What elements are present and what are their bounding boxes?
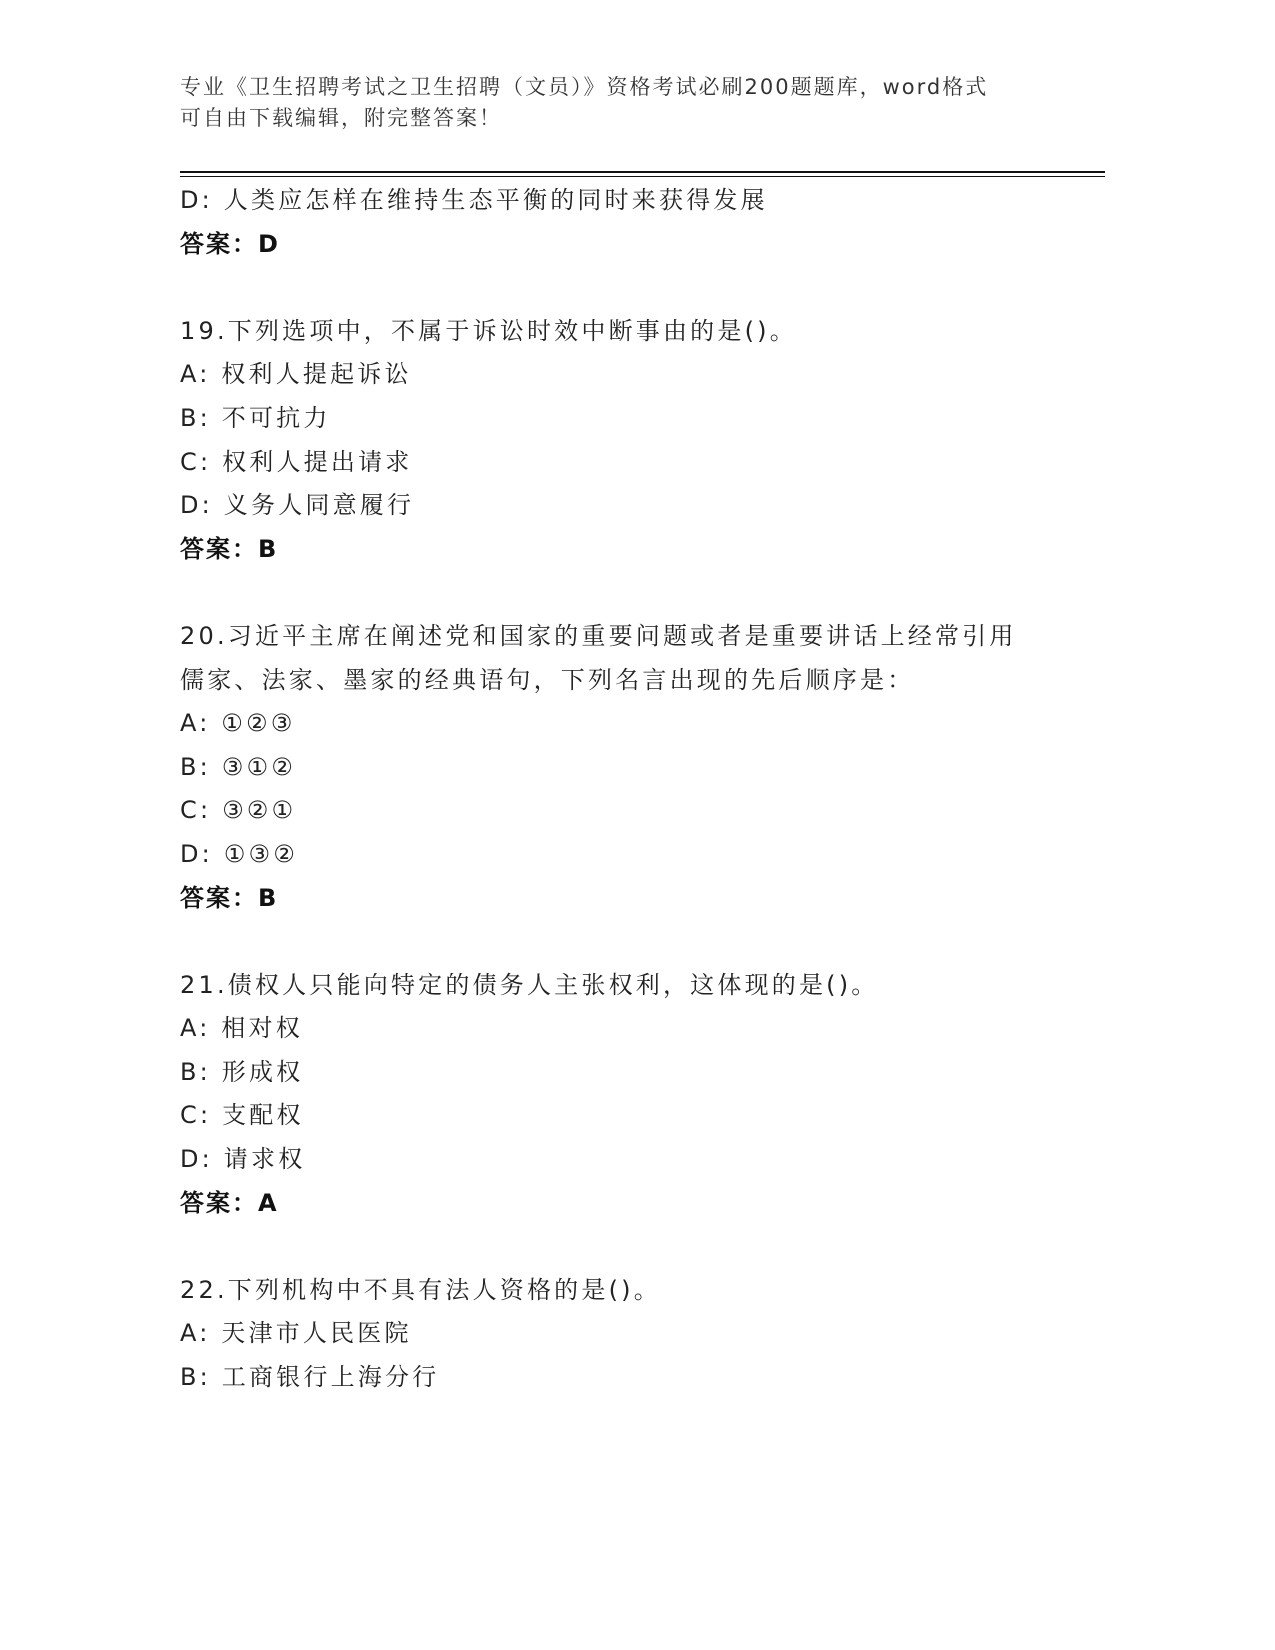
- answer: 答案：B: [180, 883, 279, 912]
- header-divider-bottom: [180, 176, 1105, 177]
- question-19: [180, 310, 1080, 572]
- option-c: C: 支配权: [180, 1101, 304, 1130]
- option-c: C: 权利人提出请求: [180, 447, 413, 476]
- question-text-line-1: 20.习近平主席在阐述党和国家的重要问题或者是重要讲话上经常引用: [180, 621, 1017, 650]
- answer: 答案：A: [180, 1188, 279, 1217]
- document-body: [180, 179, 1080, 1443]
- document-header: [180, 72, 1030, 134]
- answer: 答案：B: [180, 534, 279, 563]
- header-line-1: 专业《卫生招聘考试之卫生招聘（文员）》资格考试必刷200题题库，word格式: [180, 75, 989, 99]
- option-d: D: 请求权: [180, 1145, 306, 1174]
- question-text-line-2: 儒家、法家、墨家的经典语句，下列名言出现的先后顺序是：: [180, 665, 915, 694]
- option-d: D: ①③②: [180, 839, 298, 868]
- previous-question-tail: [180, 179, 1080, 266]
- option-b: B: 工商银行上海分行: [180, 1363, 440, 1392]
- option-d: D: 义务人同意履行: [180, 491, 415, 520]
- question-text: 21.债权人只能向特定的债务人主张权利，这体现的是()。: [180, 970, 879, 999]
- answer: 答案：D: [180, 229, 280, 258]
- question-text: 19.下列选项中，不属于诉讼时效中断事由的是()。: [180, 316, 797, 345]
- question-20: [180, 615, 1080, 920]
- option-a: A: ①②③: [180, 709, 296, 738]
- question-text: 22.下列机构中不具有法人资格的是()。: [180, 1275, 661, 1304]
- header-line-2: 可自由下载编辑，附完整答案！: [180, 106, 502, 130]
- header-divider-top: [180, 171, 1105, 173]
- question-22: [180, 1269, 1080, 1400]
- question-21: [180, 964, 1080, 1226]
- option-b: B: 不可抗力: [180, 403, 331, 432]
- option-b: B: ③①②: [180, 752, 296, 781]
- option-c: C: ③②①: [180, 796, 297, 825]
- option-a: A: 天津市人民医院: [180, 1319, 412, 1348]
- option-a: A: 权利人提起诉讼: [180, 360, 412, 389]
- option-a: A: 相对权: [180, 1014, 303, 1043]
- option-b: B: 形成权: [180, 1057, 304, 1086]
- option-d: D: 人类应怎样在维持生态平衡的同时来获得发展: [180, 186, 768, 214]
